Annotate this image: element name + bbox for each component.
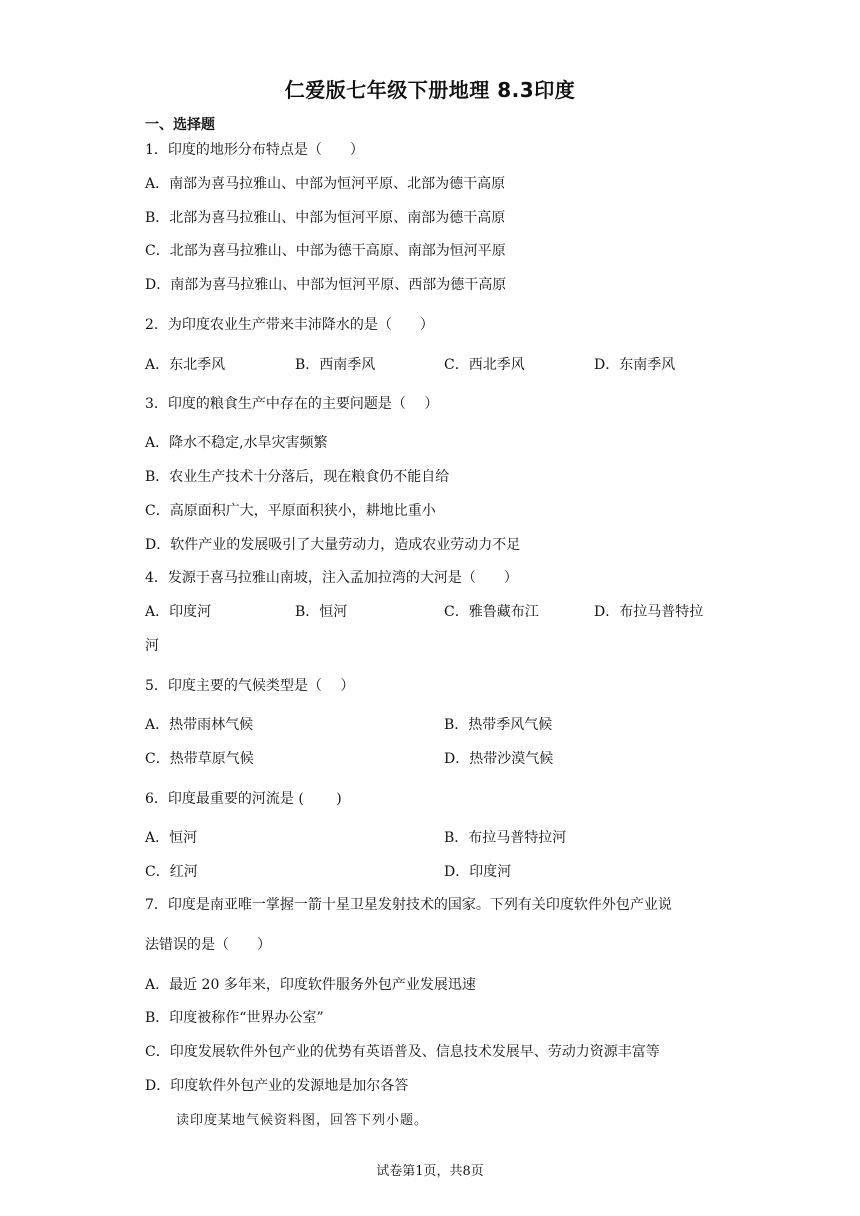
- page-title: 仁爱版七年级下册地理 8.3印度: [284, 78, 576, 102]
- question-5-stem: 5．印度主要的气候类型是（ ）: [145, 678, 355, 694]
- page-footer: 试卷第1页，共8页: [376, 1164, 484, 1179]
- question-3-stem: 3．印度的粮食生产中存在的主要问题是（ ）: [145, 396, 439, 412]
- question-4-option-d-continued: 河: [145, 638, 159, 654]
- question-1-option-b: B．北部为喜马拉雅山、中部为恒河平原、南部为德干高原: [145, 210, 506, 226]
- question-4-stem: 4．发源于喜马拉雅山南坡，注入孟加拉湾的大河是（ ）: [145, 570, 518, 586]
- question-5-option-c: C．热带草原气候: [145, 751, 254, 767]
- question-5-option-d: D．热带沙漠气候: [444, 751, 554, 767]
- question-6-option-c: C．红河: [145, 864, 198, 880]
- reading-prompt: 读印度某地气候资料图，回答下列小题。: [176, 1113, 429, 1128]
- question-7-option-a: A．最近 20 多年来，印度软件服务外包产业发展迅速: [145, 977, 476, 993]
- question-4-option-a: A．印度河: [145, 604, 212, 620]
- question-6-option-a: A．恒河: [145, 830, 198, 846]
- question-2-option-b: B．西南季风: [295, 357, 376, 373]
- question-3-option-a: A．降水不稳定,水旱灾害频繁: [145, 435, 328, 451]
- question-6-option-b: B．布拉马普特拉河: [444, 830, 567, 846]
- question-2-option-a: A．东北季风: [145, 357, 226, 373]
- question-1-option-c: C．北部为喜马拉雅山、中部为德干高原、南部为恒河平原: [145, 243, 506, 259]
- question-2-stem: 2．为印度农业生产带来丰沛降水的是（ ）: [145, 317, 434, 333]
- question-1-option-d: D．南部为喜马拉雅山、中部为恒河平原、西部为德干高原: [145, 277, 507, 293]
- question-4-option-d: D．布拉马普特拉: [594, 604, 704, 620]
- question-4-option-b: B．恒河: [295, 604, 348, 620]
- question-7-option-c: C．印度发展软件外包产业的优势有英语普及、信息技术发展早、劳动力资源丰富等: [145, 1044, 660, 1060]
- question-1-option-a: A．南部为喜马拉雅山、中部为恒河平原、北部为德干高原: [145, 176, 506, 192]
- question-7-option-d: D．印度软件外包产业的发源地是加尔各答: [145, 1078, 409, 1094]
- question-7-option-b: B．印度被称作“世界办公室”: [145, 1010, 324, 1026]
- question-5-option-a: A．热带雨林气候: [145, 717, 254, 733]
- question-7-stem-line-1: 7．印度是南亚唯一掌握一箭十星卫星发射技术的国家。下列有关印度软件外包产业说: [145, 897, 672, 913]
- question-6-stem: 6．印度最重要的河流是 ( ): [145, 791, 342, 807]
- question-1-stem: 1．印度的地形分布特点是（ ）: [145, 142, 364, 158]
- question-2-option-d: D．东南季风: [594, 357, 676, 373]
- question-4-option-c: C．雅鲁藏布江: [444, 604, 539, 620]
- question-3-option-d: D．软件产业的发展吸引了大量劳动力，造成农业劳动力不足: [145, 537, 521, 553]
- section-heading: 一、选择题: [145, 117, 215, 133]
- question-5-option-b: B．热带季风气候: [444, 717, 553, 733]
- question-3-option-b: B．农业生产技术十分落后，现在粮食仍不能自给: [145, 469, 450, 485]
- question-3-option-c: C．高原面积广大，平原面积狭小，耕地比重小: [145, 503, 436, 519]
- question-7-stem-line-2: 法错误的是（ ）: [145, 937, 271, 953]
- question-6-option-d: D．印度河: [444, 864, 512, 880]
- question-2-option-c: C．西北季风: [444, 357, 525, 373]
